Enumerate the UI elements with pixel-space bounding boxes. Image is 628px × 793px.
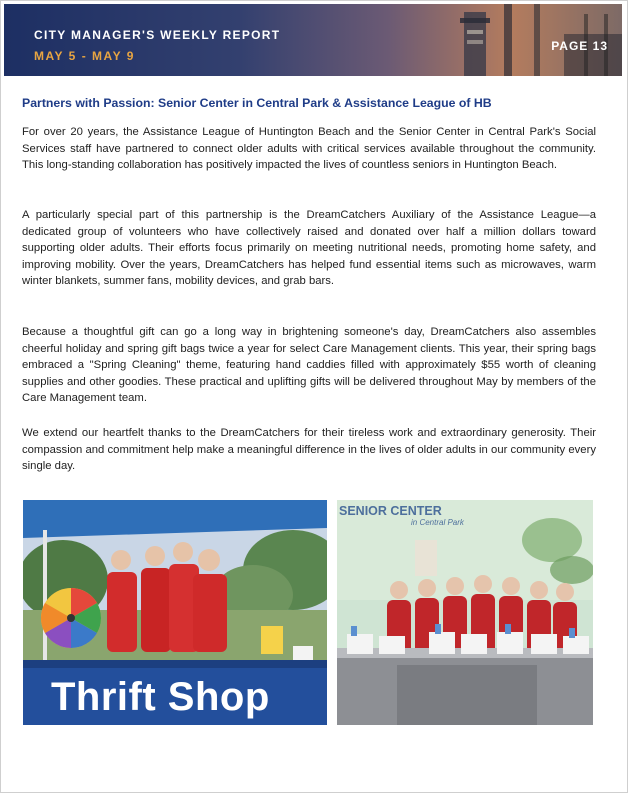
report-title: CITY MANAGER'S WEEKLY REPORT — [34, 28, 281, 42]
senior-center-scene — [337, 500, 593, 725]
senior-center-sign-subtext: in Central Park — [411, 518, 464, 527]
thrift-shop-banner-text: Thrift Shop — [51, 675, 270, 719]
paragraph-3: Because a thoughtful gift can go a long way in brightening someone's day, DreamCatchers also assembles cheerful holiday and spring gift bags twice a year for select Care Management clients. This year, their spring bags embraced a "Spring Cleaning" theme, featuring hand caddies filled with approximately $55 worth of cleaning supplies and other goodies. These practical and uplifting gifts will be delivered throughout May by members of the Care Management team. — [22, 326, 596, 405]
thrift-shop-photo — [23, 500, 327, 725]
senior-center-photo — [337, 500, 593, 725]
paragraph-1: For over 20 years, the Assistance League of Huntington Beach and the Senior Center in Central Park's Social Services staff have partnered to connect older adults with critical services available throughout the community. This long-standing collaboration has positively impacted the lives of countless seniors in Huntington Beach. — [22, 126, 596, 172]
paragraph-2: A particularly special part of this partnership is the DreamCatchers Auxiliary of the Assistance League—a dedicated group of volunteers who have collectively raised and donated over half a million dollars toward supporting older adults. Their efforts focus primarily on meeting nutritional needs, promoting home safety, and improving mobility. Over the years, DreamCatchers has helped fund essential items such as microwaves, warm winter blankets, summer fans, mobility devices, and grab bars. — [22, 209, 596, 288]
paragraph-4: We extend our heartfelt thanks to the DreamCatchers for their tireless work and extraordinary generosity. Their compassion and commitment help make a meaningful difference in the lives of older adults in our community every single day. — [22, 427, 596, 473]
page-number: PAGE 13 — [551, 39, 608, 53]
senior-center-sign: SENIOR CENTER — [339, 504, 442, 518]
header-banner — [4, 4, 622, 76]
article-heading: Partners with Passion: Senior Center in Central Park & Assistance League of HB — [22, 96, 492, 110]
date-range: MAY 5 - MAY 9 — [34, 49, 135, 63]
